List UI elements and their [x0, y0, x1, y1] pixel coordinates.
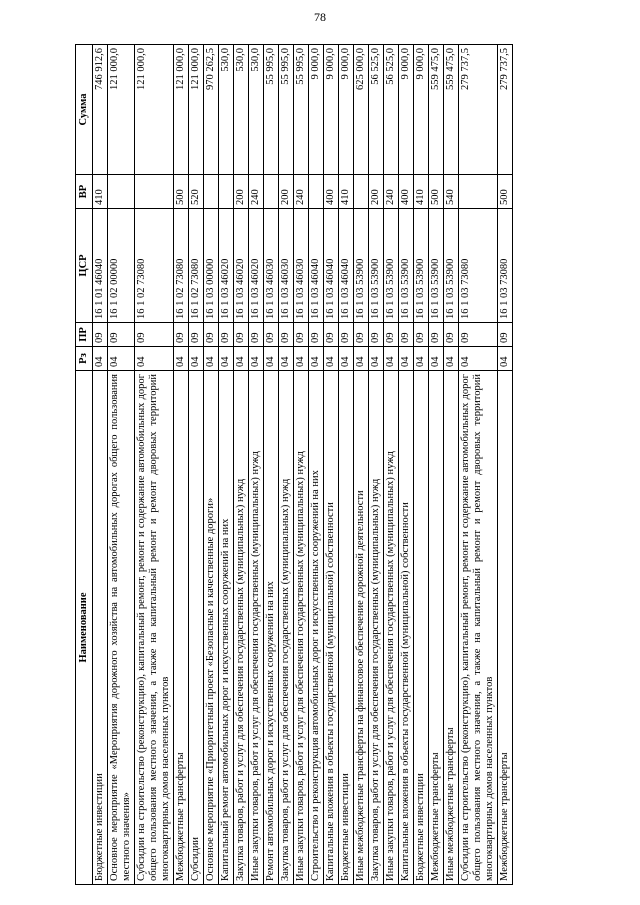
cell-vr: 410: [93, 175, 108, 209]
cell-rz: 04: [234, 347, 249, 371]
cell-csr: 16 1 02 73080: [174, 209, 189, 323]
cell-sum: 9 000,0: [414, 45, 429, 175]
cell-sum: 970 262,5: [204, 45, 219, 175]
table-row: [294, 45, 309, 885]
cell-rz: 04: [294, 347, 309, 371]
table-row: [135, 45, 174, 885]
cell-name: Межбюджетные трансферты: [429, 371, 444, 885]
cell-vr: 520: [189, 175, 204, 209]
cell-name: Капитальные вложения в объекты государственной (муниципальной) собственности: [399, 371, 414, 885]
cell-name: Ремонт автомобильных дорог и искусственных сооружений на них: [264, 371, 279, 885]
cell-sum: 9 000,0: [309, 45, 324, 175]
cell-sum: 56 525,0: [369, 45, 384, 175]
cell-rz: 04: [264, 347, 279, 371]
cell-vr: [354, 175, 369, 209]
cell-vr: 500: [498, 175, 513, 209]
cell-rz: 04: [249, 347, 264, 371]
cell-sum: 279 737,5: [459, 45, 498, 175]
cell-pr: 09: [429, 323, 444, 347]
cell-csr: 16 1 03 46030: [264, 209, 279, 323]
cell-vr: 400: [324, 175, 339, 209]
cell-sum: 625 000,0: [354, 45, 369, 175]
cell-name: Закупка товаров, работ и услуг для обеспечения государственных (муниципальных) нужд: [279, 371, 294, 885]
cell-sum: 279 737,5: [498, 45, 513, 175]
cell-rz: 04: [369, 347, 384, 371]
cell-pr: 09: [219, 323, 234, 347]
cell-vr: [459, 175, 498, 209]
cell-vr: 540: [444, 175, 459, 209]
cell-pr: 09: [294, 323, 309, 347]
table-row: [204, 45, 219, 885]
table-row: [324, 45, 339, 885]
cell-vr: [219, 175, 234, 209]
cell-name: Закупка товаров, работ и услуг для обеспечения государственных (муниципальных) нужд: [234, 371, 249, 885]
cell-name: Иные закупки товаров, работ и услуг для обеспечения государственных (муниципальных) нужд: [294, 371, 309, 885]
cell-sum: 746 912,6: [93, 45, 108, 175]
cell-sum: 559 475,0: [444, 45, 459, 175]
budget-table: [75, 44, 513, 885]
cell-name: Субсидии: [189, 371, 204, 885]
table-row: [279, 45, 294, 885]
cell-rz: 04: [354, 347, 369, 371]
cell-rz: 04: [444, 347, 459, 371]
cell-csr: 16 1 03 46020: [234, 209, 249, 323]
table-row: [414, 45, 429, 885]
table-row: [339, 45, 354, 885]
cell-rz: 04: [279, 347, 294, 371]
cell-sum: 55 995,0: [294, 45, 309, 175]
cell-sum: 56 525,0: [384, 45, 399, 175]
cell-name: Иные закупки товаров, работ и услуг для обеспечения государственных (муниципальных) нужд: [384, 371, 399, 885]
table-row: [444, 45, 459, 885]
table-row: [108, 45, 135, 885]
cell-name: Субсидии на строительство (реконструкцию), капитальный ремонт, ремонт и содержание автомобильных дорог общего пользования местного значения, а также на капитальный ремонт и ремонт дворовых территорий многоквартирных домов населенных пунктов: [459, 371, 498, 885]
cell-csr: 16 1 01 46040: [93, 209, 108, 323]
cell-pr: 09: [384, 323, 399, 347]
cell-vr: 500: [174, 175, 189, 209]
cell-rz: 04: [459, 347, 498, 371]
cell-sum: 121 000,0: [108, 45, 135, 175]
cell-name: Межбюджетные трансферты: [174, 371, 189, 885]
rotated-page-content: [75, 45, 615, 885]
header-vr: ВР: [76, 175, 93, 209]
cell-rz: 04: [174, 347, 189, 371]
cell-vr: [264, 175, 279, 209]
table-row: [189, 45, 204, 885]
cell-vr: 410: [414, 175, 429, 209]
cell-csr: 16 1 03 53900: [444, 209, 459, 323]
cell-csr: 16 1 02 00000: [108, 209, 135, 323]
cell-csr: 16 1 02 73080: [189, 209, 204, 323]
cell-pr: 09: [339, 323, 354, 347]
cell-csr: 16 1 03 00000: [204, 209, 219, 323]
cell-sum: 121 000,0: [135, 45, 174, 175]
cell-vr: [135, 175, 174, 209]
table-row: [369, 45, 384, 885]
header-csr: ЦСР: [76, 209, 93, 323]
cell-pr: 09: [174, 323, 189, 347]
cell-pr: 09: [414, 323, 429, 347]
cell-pr: 09: [369, 323, 384, 347]
cell-pr: 09: [135, 323, 174, 347]
cell-vr: [309, 175, 324, 209]
cell-csr: 16 1 03 46020: [219, 209, 234, 323]
cell-vr: [108, 175, 135, 209]
cell-vr: 240: [249, 175, 264, 209]
cell-pr: 09: [459, 323, 498, 347]
cell-pr: 09: [324, 323, 339, 347]
table-body: [93, 45, 513, 885]
cell-pr: 09: [444, 323, 459, 347]
table-row: [234, 45, 249, 885]
cell-rz: 04: [414, 347, 429, 371]
cell-name: Иные закупки товаров, работ и услуг для обеспечения государственных (муниципальных) нужд: [249, 371, 264, 885]
cell-rz: 04: [399, 347, 414, 371]
cell-csr: 16 1 03 53900: [384, 209, 399, 323]
cell-sum: 530,0: [219, 45, 234, 175]
cell-rz: 04: [384, 347, 399, 371]
cell-csr: 16 1 03 53900: [399, 209, 414, 323]
cell-pr: 09: [234, 323, 249, 347]
table-header-row: [76, 45, 93, 885]
cell-pr: 09: [309, 323, 324, 347]
cell-name: Строительство и реконструкция автомобильных дорог и искусственных сооружений на них: [309, 371, 324, 885]
cell-name: Основное мероприятие «Приоритетный проект «Безопасные и качественные дороги»: [204, 371, 219, 885]
cell-rz: 04: [189, 347, 204, 371]
cell-sum: 121 000,0: [174, 45, 189, 175]
cell-vr: 240: [384, 175, 399, 209]
cell-name: Субсидии на строительство (реконструкцию), капитальный ремонт, ремонт и содержание автомобильных дорог общего пользования местного значения, а также на капитальный ремонт и ремонт дворовых территорий многоквартирных домов населенных пунктов: [135, 371, 174, 885]
cell-rz: 04: [219, 347, 234, 371]
cell-name: Бюджетные инвестиции: [93, 371, 108, 885]
table-row: [459, 45, 498, 885]
cell-vr: 240: [294, 175, 309, 209]
cell-pr: 09: [189, 323, 204, 347]
cell-csr: 16 1 03 46030: [294, 209, 309, 323]
cell-rz: 04: [429, 347, 444, 371]
table-row: [174, 45, 189, 885]
cell-pr: 09: [204, 323, 219, 347]
cell-csr: 16 1 03 46030: [279, 209, 294, 323]
cell-sum: 9 000,0: [324, 45, 339, 175]
cell-csr: 16 1 03 46040: [309, 209, 324, 323]
cell-csr: 16 1 03 73080: [459, 209, 498, 323]
cell-csr: 16 1 03 53900: [414, 209, 429, 323]
cell-name: Основное мероприятие «Мероприятия дорожного хозяйства на автомобильных дорогах общего пользования местного значения»: [108, 371, 135, 885]
table-row: [354, 45, 369, 885]
cell-vr: 200: [279, 175, 294, 209]
table-row: [264, 45, 279, 885]
table-row: [429, 45, 444, 885]
cell-sum: 530,0: [234, 45, 249, 175]
cell-vr: 200: [369, 175, 384, 209]
cell-rz: 04: [108, 347, 135, 371]
cell-csr: 16 1 03 46020: [249, 209, 264, 323]
cell-csr: 16 1 03 73080: [498, 209, 513, 323]
table-row: [93, 45, 108, 885]
cell-sum: 9 000,0: [399, 45, 414, 175]
cell-rz: 04: [93, 347, 108, 371]
cell-sum: 530,0: [249, 45, 264, 175]
cell-name: Закупка товаров, работ и услуг для обеспечения государственных (муниципальных) нужд: [369, 371, 384, 885]
cell-csr: 16 1 03 46040: [324, 209, 339, 323]
table-row: [399, 45, 414, 885]
header-sum: Сумма: [76, 45, 93, 175]
header-pr: ПР: [76, 323, 93, 347]
cell-sum: 9 000,0: [339, 45, 354, 175]
cell-rz: 04: [204, 347, 219, 371]
cell-sum: 559 475,0: [429, 45, 444, 175]
cell-name: Иные межбюджетные трансферты: [444, 371, 459, 885]
header-rz: Рз: [76, 347, 93, 371]
cell-vr: 500: [429, 175, 444, 209]
cell-csr: 16 1 03 53900: [354, 209, 369, 323]
cell-sum: 55 995,0: [279, 45, 294, 175]
table-row: [498, 45, 513, 885]
header-name: Наименование: [76, 371, 93, 885]
cell-csr: 16 1 03 46040: [339, 209, 354, 323]
cell-name: Межбюджетные трансферты: [498, 371, 513, 885]
cell-rz: 04: [309, 347, 324, 371]
cell-csr: 16 1 03 53900: [369, 209, 384, 323]
cell-pr: 09: [399, 323, 414, 347]
cell-pr: 09: [354, 323, 369, 347]
cell-vr: 400: [399, 175, 414, 209]
cell-sum: 121 000,0: [189, 45, 204, 175]
cell-pr: 09: [264, 323, 279, 347]
cell-pr: 09: [249, 323, 264, 347]
cell-vr: [204, 175, 219, 209]
cell-sum: 55 995,0: [264, 45, 279, 175]
cell-name: Бюджетные инвестиции: [339, 371, 354, 885]
cell-rz: 04: [135, 347, 174, 371]
page-number: 78: [314, 10, 326, 24]
cell-name: Иные межбюджетные трансферты на финансовое обеспечение дорожной деятельности: [354, 371, 369, 885]
cell-name: Капитальные вложения в объекты государственной (муниципальной) собственности: [324, 371, 339, 885]
table-row: [249, 45, 264, 885]
cell-csr: 16 1 02 73080: [135, 209, 174, 323]
cell-pr: 09: [108, 323, 135, 347]
table-row: [309, 45, 324, 885]
cell-pr: 09: [498, 323, 513, 347]
cell-rz: 04: [324, 347, 339, 371]
table-row: [384, 45, 399, 885]
cell-pr: 09: [93, 323, 108, 347]
cell-pr: 09: [279, 323, 294, 347]
cell-csr: 16 1 03 53900: [429, 209, 444, 323]
cell-vr: 410: [339, 175, 354, 209]
cell-name: Капитальный ремонт автомобильных дорог и искусственных сооружений на них: [219, 371, 234, 885]
cell-name: Бюджетные инвестиции: [414, 371, 429, 885]
cell-rz: 04: [498, 347, 513, 371]
cell-rz: 04: [339, 347, 354, 371]
table-row: [219, 45, 234, 885]
cell-vr: 200: [234, 175, 249, 209]
